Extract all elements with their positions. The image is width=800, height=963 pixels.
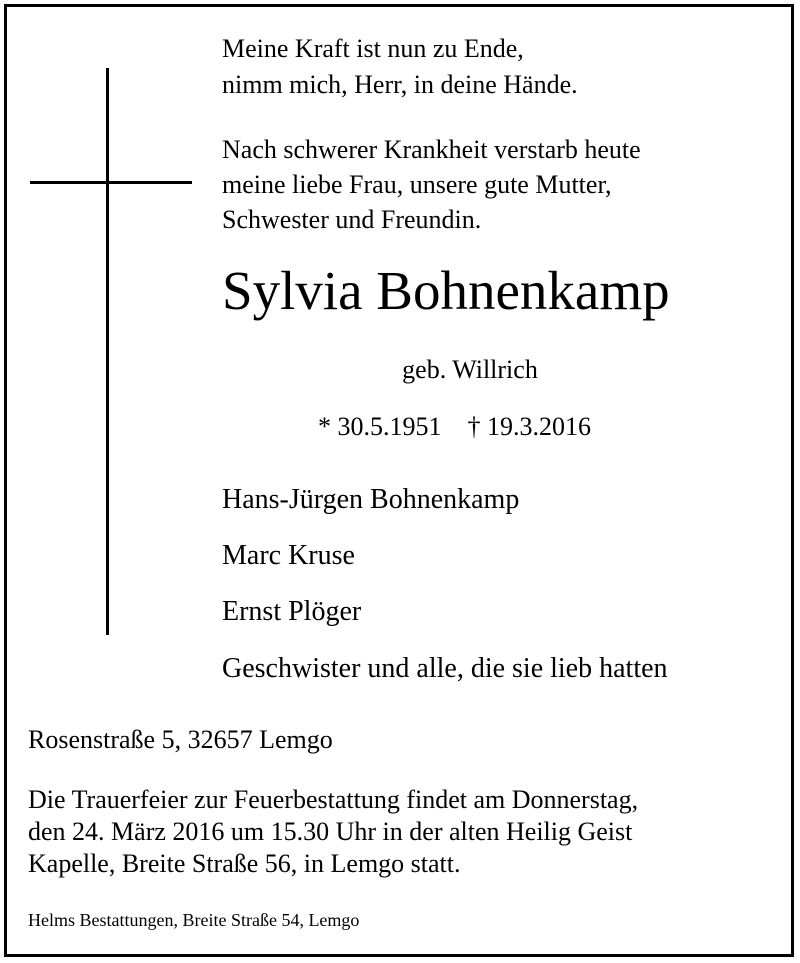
mourner-1: Hans-Jürgen Bohnenkamp (222, 484, 520, 515)
death-date: † 19.3.2016 (467, 412, 591, 441)
announcement-line-3: Schwester und Freundin. (222, 205, 482, 234)
ceremony-line-3: Kapelle, Breite Straße 56, in Lemgo statt. (28, 849, 461, 878)
mourner-2: Marc Kruse (222, 540, 355, 571)
deceased-name: Sylvia Bohnenkamp (222, 260, 670, 321)
verse (222, 31, 578, 103)
ceremony-details (28, 784, 638, 880)
family-address: Rosenstraße 5, 32657 Lemgo (28, 725, 333, 754)
death-announcement (222, 132, 641, 237)
mourner-4: Geschwister und alle, die sie lieb hatten (222, 653, 668, 684)
life-dates (318, 409, 591, 445)
birth-date: * 30.5.1951 (318, 412, 442, 441)
verse-line-1: Meine Kraft ist nun zu Ende, (222, 34, 524, 63)
announcement-line-1: Nach schwerer Krankheit verstarb heute (222, 135, 641, 164)
cross-horizontal-bar (30, 181, 192, 184)
ceremony-line-2: den 24. März 2016 um 15.30 Uhr in der alten Heilig Geist (28, 817, 633, 846)
ceremony-line-1: Die Trauerfeier zur Feuerbestattung findet am Donnerstag, (28, 785, 639, 814)
mourner-3: Ernst Plöger (222, 596, 362, 627)
maiden-name: geb. Willrich (402, 355, 538, 384)
verse-line-2: nimm mich, Herr, in deine Hände. (222, 70, 578, 99)
announcement-line-2: meine liebe Frau, unsere gute Mutter, (222, 170, 612, 199)
undertaker-line: Helms Bestattungen, Breite Straße 54, Lemgo (28, 910, 360, 930)
